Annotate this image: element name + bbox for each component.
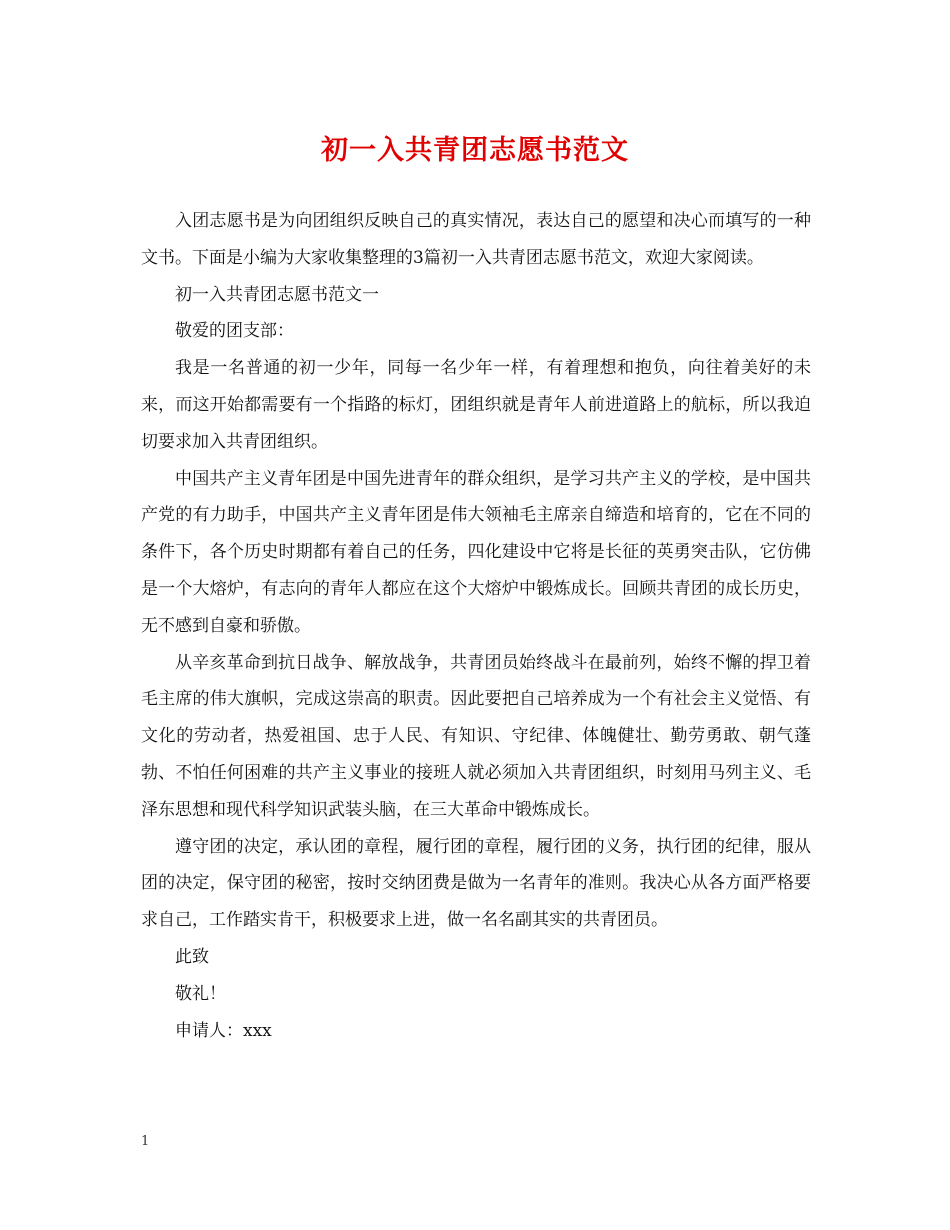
section-heading: 初一入共青团志愿书范文一: [175, 284, 379, 305]
applicant-signature: 申请人：xxx: [175, 1020, 272, 1041]
closing-line: 此致: [175, 946, 209, 967]
body-paragraph: 中国共产主义青年团是中国先进青年的群众组织，是学习共产主义的学校，是中国共产党的有力助手，中国共产主义青年团是伟大领袖毛主席亲自缔造和培育的，它在不同的条件下，各个历史时期都有着自己的任务，四化建设中它将是长征的英勇突击队，它仿佛是一个大熔炉，有志向的青年人都应在这个大熔炉中锻炼成长。回顾共青团的成长历史，无不感到自豪和骄傲。: [141, 468, 811, 636]
body-paragraph: 遵守团的决定，承认团的章程，履行团的章程，履行团的义务，执行团的纪律，服从团的决定，保守团的秘密，按时交纳团费是做为一名青年的准则。我决心从各方面严格要求自己，工作踏实肯干，积极要求上进，做一名名副其实的共青团员。: [141, 836, 811, 931]
document-title: 初一入共青团志愿书范文: [321, 135, 629, 166]
salutation: 敬爱的团支部：: [175, 321, 294, 342]
body-paragraph: 我是一名普通的初一少年，同每一名少年一样，有着理想和抱负，向往着美好的未来，而这开始都需要有一个指路的标灯，团组织就是青年人前进道路上的航标，所以我迫切要求加入共青团组织。: [141, 358, 811, 452]
page-number: 1: [141, 1134, 150, 1149]
document-body: [141, 203, 811, 1049]
intro-paragraph: 入团志愿书是为向团组织反映自己的真实情况，表达自己的愿望和决心而填写的一种文书。下面是小编为大家收集整理的3篇初一入共青团志愿书范文，欢迎大家阅读。: [141, 211, 811, 268]
closing-regards: 敬礼！: [175, 983, 226, 1004]
body-paragraph: 从辛亥革命到抗日战争、解放战争，共青团员始终战斗在最前列，始终不懈的捍卫着毛主席的伟大旗帜，完成这崇高的职责。因此要把自己培养成为一个有社会主义觉悟、有文化的劳动者，热爱祖国、忠于人民、有知识、守纪律、体魄健壮、勤劳勇敢、朝气蓬勃、不怕任何困难的共产主义事业的接班人就必须加入共青团组织，时刻用马列主义、毛泽东思想和现代科学知识武装头脑，在三大革命中锻炼成长。: [141, 652, 811, 820]
